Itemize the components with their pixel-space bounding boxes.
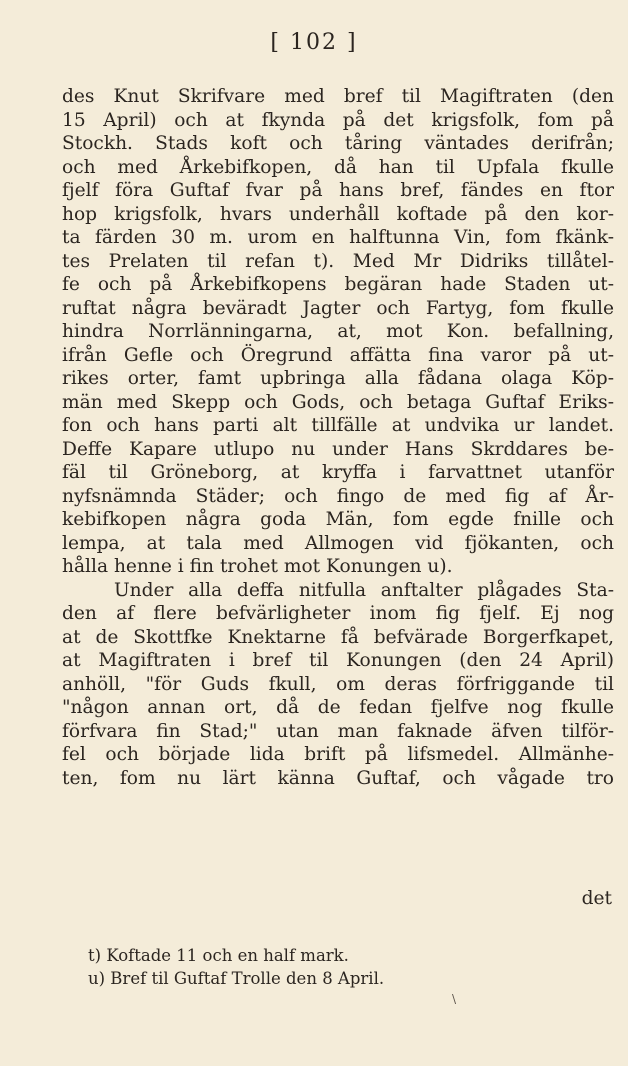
text-line: fon och hans parti alt tillfälle at undvika ur landet.: [62, 415, 614, 436]
text-line: och med Årkebifkopen, då han til Upfala fkulle: [62, 156, 614, 178]
catchword: det: [581, 888, 612, 909]
text-line: ten, fom nu lärt känna Guftaf, och vågade tro: [62, 767, 614, 789]
footnotes: [88, 944, 384, 990]
text-line: den af flere befvärligheter inom fig fjelf. Ej nog: [62, 603, 614, 624]
text-line: kebifkopen några goda Män, fom egde fnille och: [62, 509, 614, 530]
text-line: män med Skepp och Gods, och betaga Guftaf Eriks-: [62, 391, 614, 413]
footnote: u) Bref til Guftaf Trolle den 8 April.: [88, 969, 385, 988]
text-line: hop krigsfolk, hvars underhåll koftade på den kor-: [62, 203, 614, 225]
text-line: rikes orter, famt upbringa alla fådana olaga Köp-: [62, 368, 614, 389]
text-line: ta färden 30 m. urom en halftunna Vin, fom fkänk-: [62, 227, 614, 248]
text-line: Deffe Kapare utlupo nu under Hans Skrddares be-: [62, 438, 614, 460]
text-line: fjelf föra Guftaf fvar på hans bref, fändes en ftor: [62, 180, 614, 201]
body-text: [62, 85, 614, 790]
text-line: tes Prelaten til refan t). Med Mr Didriks tillåtel-: [62, 250, 614, 272]
text-line: nyfsnämnda Städer; och fingo de med fig af År-: [62, 485, 614, 507]
text-line: anhöll, "för Guds fkull, om deras förfriggande til: [62, 673, 614, 695]
text-line: hålla henne i fin trohet mot Konungen u).: [62, 556, 453, 577]
text-line: at de Skottfke Knektarne få befvärade Borgerfkapet,: [62, 626, 614, 648]
text-line: hindra Norrlänningarna, at, mot Kon. befallning,: [62, 321, 614, 342]
stray-mark: \: [452, 992, 457, 1006]
text-line: fäl til Gröneborg, at kryffa i farvattnet utanför: [62, 462, 614, 483]
text-line: 15 April) och at fkynda på det krigsfolk, fom på: [62, 109, 614, 131]
text-line: "någon annan ort, då de fedan fjelfve nog fkulle: [62, 697, 614, 718]
text-line: fel och började lida brift på lifsmedel. Allmänhe-: [62, 744, 614, 765]
text-line: förfvara fin Stad;" utan man faknade äfven tilför-: [62, 720, 614, 742]
text-line: ruftat några beväradt Jagter och Fartyg, fom fkulle: [62, 297, 614, 319]
text-line: Stockh. Stads koft och tåring väntades derifrån;: [62, 133, 614, 154]
page-number-header: [ 102 ]: [270, 30, 358, 55]
text-line: ifrån Gefle och Öregrund affätta fina varor på ut-: [62, 344, 614, 366]
text-line: fe och på Årkebifkopens begäran hade Staden ut-: [62, 274, 614, 295]
text-line: Under alla deffa nitfulla anftalter plågades Sta-: [114, 579, 614, 601]
text-line: lempa, at tala med Allmogen vid fjökanten, och: [62, 532, 614, 554]
text-line: des Knut Skrifvare med bref til Magiftraten (den: [62, 86, 614, 107]
footnote: t) Koftade 11 och en half mark.: [88, 946, 349, 965]
text-line: at Magiftraten i bref til Konungen (den 24 April): [62, 650, 614, 671]
